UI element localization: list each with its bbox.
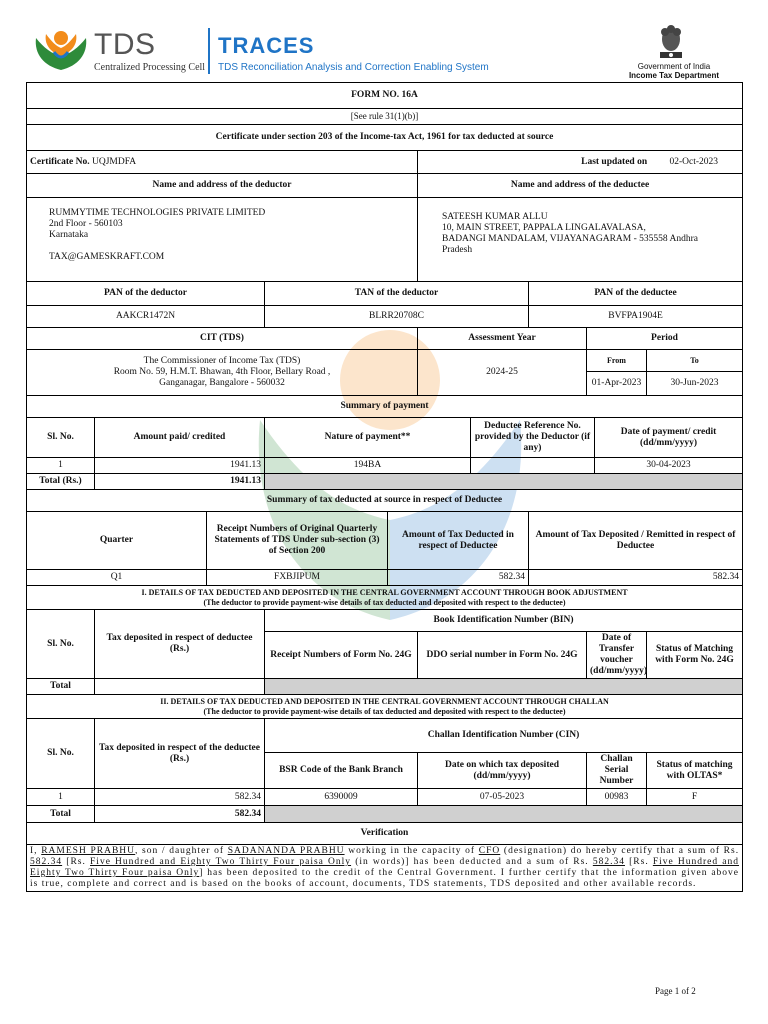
verif-text: [Rs. — [629, 857, 649, 867]
pan-deductee: BVFPA1904E — [529, 306, 743, 328]
pan-deductee-label: PAN of the deductee — [529, 282, 743, 306]
bin-label: Book Identification Number (BIN) — [265, 610, 743, 632]
payment-header: Sl. No. — [27, 418, 95, 458]
verifier-father: SADANANDA PRABHU — [227, 846, 345, 856]
challan-total: 582.34 — [95, 806, 265, 823]
cin-header: BSR Code of the Bank Branch — [265, 753, 418, 789]
challan-cell: 07-05-2023 — [418, 789, 587, 806]
bin-header: Status of Matching with Form No. 24G — [647, 632, 743, 679]
pan-deductor-label: PAN of the deductor — [27, 282, 265, 306]
challan-heading-line: II. DETAILS OF TAX DEDUCTED AND DEPOSITED IN THE CENTRAL GOVERNMENT ACCOUNT THROUGH CHALLAN — [160, 696, 609, 706]
traces-subtitle: TDS Reconciliation Analysis and Correction Enabling System — [218, 62, 489, 73]
tds-summary-heading: Summary of tax deducted at source in respect of Deductee — [27, 490, 743, 512]
book-subheading: (The deductor to provide payment-wise details of tax deducted and deposited with respect to the deductee) — [203, 597, 566, 607]
challan-cell: 1 — [27, 789, 95, 806]
page-header — [0, 0, 768, 84]
bin-header: Date of Transfer voucher (dd/mm/yyyy) — [587, 632, 647, 679]
verif-text: [Rs. — [66, 857, 86, 867]
verif-text: working in the capacity of — [348, 846, 476, 856]
book-total-label: Total — [27, 679, 95, 695]
book-total-filler — [265, 679, 743, 695]
challan-cell: 00983 — [587, 789, 647, 806]
assessment-year-label: Assessment Year — [418, 328, 587, 350]
tds-subtitle: Centralized Processing Cell — [94, 62, 206, 73]
tds-header: Receipt Numbers of Original Quarterly Statements of TDS Under sub-section (3) of Section 200 — [207, 512, 388, 570]
book-sl-label: Sl. No. — [27, 610, 95, 679]
cin-label: Challan Identification Number (CIN) — [265, 719, 743, 753]
period-from: 01-Apr-2023 — [587, 372, 647, 396]
cit-line: Room No. 59, H.M.T. Bhawan, 4th Floor, Bellary Road , — [113, 367, 331, 377]
deductee-address — [418, 198, 743, 282]
verif-text: ] has been deposited to the credit of the Central Government. I further certify that the information given above is true, complete and correct and is based on the books of account, documents, TDS statements, TDS deposited and other available records. — [30, 868, 740, 889]
challan-subheading: (The deductor to provide payment-wise details of tax deducted and deposited with respect to the deductee) — [203, 706, 566, 716]
table-row — [27, 789, 743, 806]
challan-cell: 582.34 — [95, 789, 265, 806]
assessment-year: 2024-25 — [418, 350, 587, 396]
tds-cell: 582.34 — [529, 570, 743, 586]
tds-title: TDS — [94, 28, 156, 61]
payment-summary-heading: Summary of payment — [27, 396, 743, 418]
tds-header: Amount of Tax Deducted in respect of Deductee — [388, 512, 529, 570]
challan-sl-label: Sl. No. — [27, 719, 95, 789]
cin-header: Date on which tax deposited (dd/mm/yyyy) — [418, 753, 587, 789]
table-row — [27, 570, 743, 586]
form-title: FORM NO. 16A — [27, 83, 743, 109]
challan-total-filler — [265, 806, 743, 823]
deductee-line: BADANGI MANDALAM, VIJAYANAGARAM - 535558 Andhra — [442, 234, 698, 244]
tds-cell: FXBJIPUM — [207, 570, 388, 586]
deductor-heading: Name and address of the deductor — [27, 174, 418, 198]
challan-cell: F — [647, 789, 743, 806]
deductor-email: TAX@GAMESKRAFT.COM — [49, 252, 165, 262]
verifier-designation: CFO — [478, 846, 501, 856]
tds-logo-icon — [30, 26, 92, 74]
payment-cell — [471, 458, 595, 474]
deductor-line — [49, 241, 417, 252]
form-16a — [26, 82, 742, 892]
gov-line-2: Income Tax Department — [628, 71, 720, 80]
cin-header: Challan Serial Number — [587, 753, 647, 789]
deductee-line: Pradesh — [442, 245, 473, 255]
government-label — [620, 62, 728, 80]
book-adjustment-heading — [27, 586, 743, 610]
certificate-heading: Certificate under section 203 of the Income-tax Act, 1961 for tax deducted at source — [27, 125, 743, 151]
cit-label: CIT (TDS) — [27, 328, 418, 350]
verif-amount-words: Five Hundred and Eighty Two Thirty Four paisa Only — [30, 857, 740, 878]
verif-text: (designation) do hereby certify that a sum of Rs. — [503, 846, 740, 856]
verification-heading: Verification — [27, 823, 743, 845]
cert-no-label: Certificate No. — [30, 156, 90, 167]
book-heading-line: I. DETAILS OF TAX DEDUCTED AND DEPOSITED IN THE CENTRAL GOVERNMENT ACCOUNT THROUGH BOOK ADJUSTMENT — [141, 587, 628, 597]
cit-line: Ganganagar, Bangalore - 560032 — [159, 378, 285, 388]
payment-total: 1941.13 — [95, 474, 265, 490]
challan-tax-label: Tax deposited in respect of the deductee (Rs.) — [95, 719, 265, 789]
verif-amount: 582.34 — [30, 857, 63, 867]
last-updated-label: Last updated on — [581, 156, 648, 167]
tds-cell: Q1 — [27, 570, 207, 586]
payment-cell: 30-04-2023 — [595, 458, 743, 474]
cit-address — [27, 350, 418, 396]
period-label: Period — [587, 328, 743, 350]
verif-text: (in words)] has been deducted and a sum of Rs. — [355, 857, 589, 867]
payment-header: Amount paid/ credited — [95, 418, 265, 458]
payment-header: Deductee Reference No. provided by the Deductor (if any) — [471, 418, 595, 458]
challan-cell: 6390009 — [265, 789, 418, 806]
payment-header: Nature of payment** — [265, 418, 471, 458]
to-label: To — [647, 350, 743, 372]
form-rule: [See rule 31(1)(b)] — [27, 109, 743, 125]
traces-title: TRACES — [218, 33, 315, 58]
cit-line: The Commissioner of Income Tax (TDS) — [143, 356, 301, 366]
book-tax-label: Tax deposited in respect of deductee (Rs.) — [95, 610, 265, 679]
national-emblem-icon — [654, 22, 688, 62]
tan-deductor-label: TAN of the deductor — [265, 282, 529, 306]
deductor-line: 2nd Floor - 560103 — [49, 219, 123, 229]
payment-total-filler — [265, 474, 743, 490]
pan-deductor: AAKCR1472N — [27, 306, 265, 328]
tds-header: Quarter — [27, 512, 207, 570]
certificate-number — [27, 151, 418, 174]
last-updated-value: 02-Oct-2023 — [669, 156, 719, 167]
bin-header: DDO serial number in Form No. 24G — [418, 632, 587, 679]
verifier-name: RAMESH PRABHU — [41, 846, 136, 856]
last-updated — [418, 151, 743, 174]
deductor-address — [27, 198, 418, 282]
deductor-line: Karnataka — [49, 230, 89, 240]
gov-line-1: Government of India — [637, 62, 711, 71]
cert-no-value: UQJMDFA — [91, 156, 137, 167]
verif-text: , son / daughter of — [135, 846, 225, 856]
payment-cell: 194BA — [265, 458, 471, 474]
deductor-line: RUMMYTIME TECHNOLOGIES PRIVATE LIMITED — [49, 208, 266, 218]
payment-header: Date of payment/ credit (dd/mm/yyyy) — [595, 418, 743, 458]
payment-total-label: Total (Rs.) — [27, 474, 95, 490]
table-row — [27, 458, 743, 474]
challan-total-label: Total — [27, 806, 95, 823]
verif-amount: 582.34 — [592, 857, 625, 867]
cin-header: Status of matching with OLTAS* — [647, 753, 743, 789]
bin-header: Receipt Numbers of Form No. 24G — [265, 632, 418, 679]
period-to: 30-Jun-2023 — [647, 372, 743, 396]
payment-cell: 1 — [27, 458, 95, 474]
form-table — [26, 82, 743, 892]
deductee-line: SATEESH KUMAR ALLU — [442, 212, 548, 222]
challan-heading — [27, 695, 743, 719]
verif-text: I, — [30, 846, 38, 856]
header-divider — [208, 28, 210, 74]
deductee-line: 10, MAIN STREET, PAPPALA LINGALAVALASA, — [442, 223, 646, 233]
book-total — [95, 679, 265, 695]
tds-header: Amount of Tax Deposited / Remitted in respect of Deductee — [529, 512, 743, 570]
payment-cell: 1941.13 — [95, 458, 265, 474]
verification-text — [27, 845, 743, 892]
page-number: Page 1 of 2 — [655, 986, 696, 996]
tan-deductor: BLRR20708C — [265, 306, 529, 328]
verif-amount-words: Five Hundred and Eighty Two Thirty Four paisa Only — [90, 857, 352, 867]
deductee-heading: Name and address of the deductee — [418, 174, 743, 198]
from-label: From — [587, 350, 647, 372]
tds-cell: 582.34 — [388, 570, 529, 586]
